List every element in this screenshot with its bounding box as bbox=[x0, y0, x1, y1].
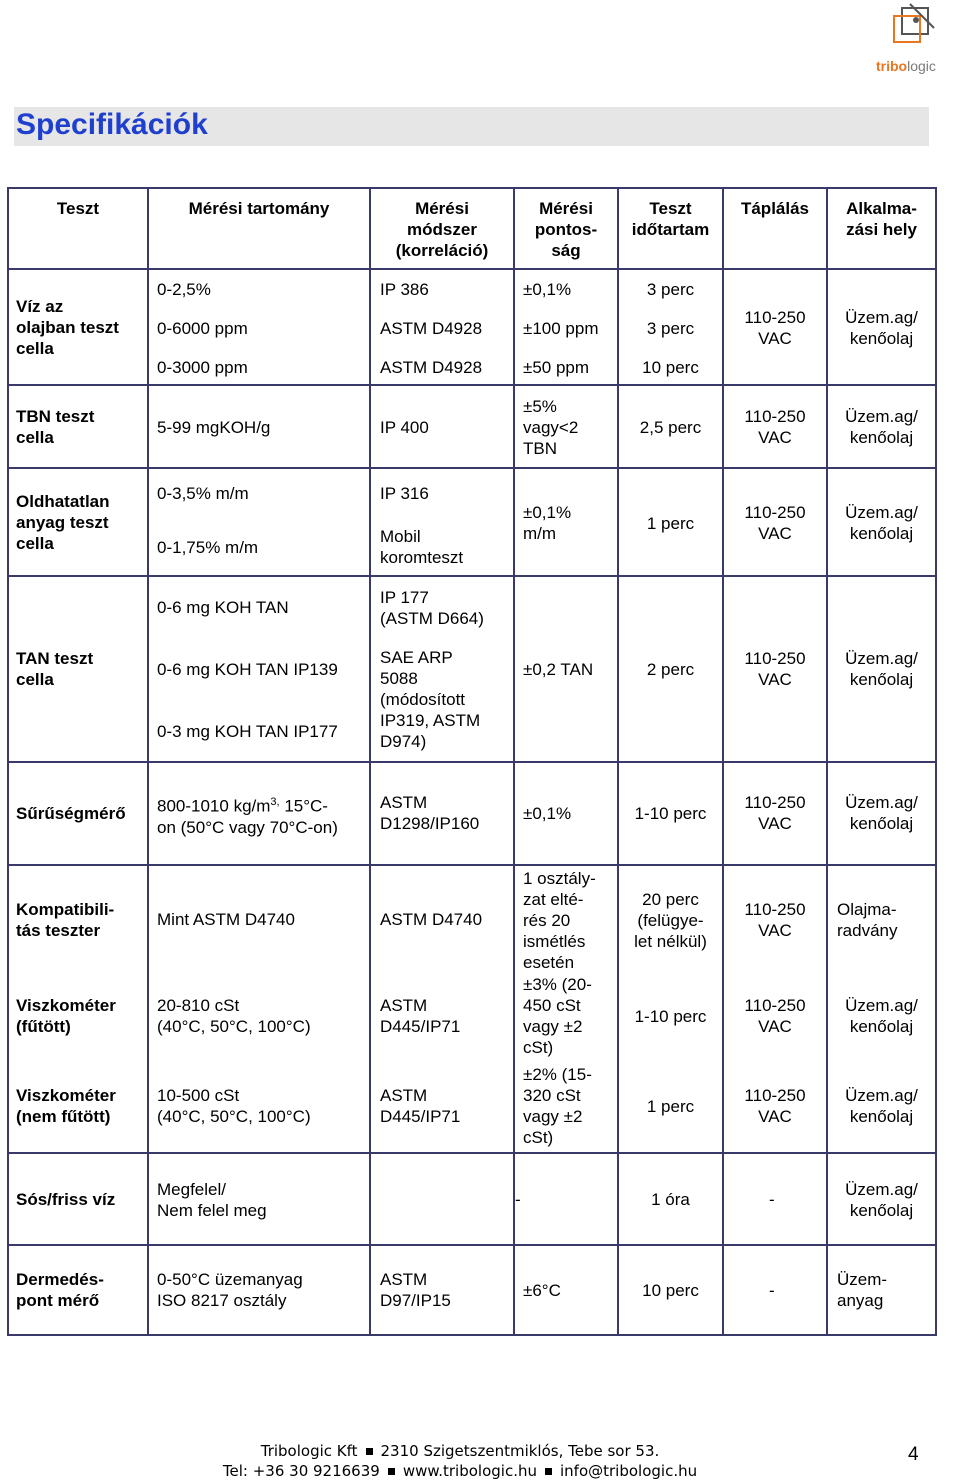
row-visz1-accuracy-line3: vagy ±2 bbox=[523, 1017, 583, 1036]
row-suru-place bbox=[828, 792, 935, 834]
row-tbn-name-line1: TBN teszt bbox=[16, 407, 95, 426]
footer-email: info@tribologic.hu bbox=[560, 1462, 698, 1480]
row-sos-place bbox=[828, 1179, 935, 1221]
row-viz-range-1: 0-2,5% bbox=[157, 280, 211, 299]
row-tan-duration: 2 perc bbox=[646, 660, 695, 679]
row-komp-duration bbox=[619, 889, 722, 952]
row-old-accuracy-line2: m/m bbox=[523, 524, 557, 543]
row-suru-method bbox=[380, 792, 479, 834]
row-tan-name-line1: TAN teszt bbox=[16, 649, 94, 668]
row-tan-range-2: 0-6 mg KOH TAN IP139 bbox=[157, 660, 338, 679]
row-komp-accuracy-line2: zat elté- bbox=[523, 890, 584, 909]
row-komp-accuracy-line1: 1 osztály- bbox=[523, 869, 596, 888]
row-old-name bbox=[16, 491, 110, 554]
row-viz-power-line1: 110-250 bbox=[744, 308, 806, 327]
row-viz-power-line2: VAC bbox=[758, 329, 792, 348]
row-old-name-line3: cella bbox=[16, 534, 54, 553]
row-old-place bbox=[828, 502, 935, 544]
row-old-name-line2: anyag teszt bbox=[16, 513, 109, 532]
row-tbn-power-line2: VAC bbox=[758, 428, 792, 447]
footer-website: www.tribologic.hu bbox=[402, 1462, 537, 1480]
row-visz1-place bbox=[828, 995, 935, 1037]
row-viz-name-line2: olajban teszt bbox=[16, 318, 119, 337]
row-tan-power-line2: VAC bbox=[758, 670, 792, 689]
row-visz2-range-line2: (40°C, 50°C, 100°C) bbox=[157, 1107, 311, 1126]
row-komp-place-line2: radvány bbox=[837, 921, 898, 940]
row-komp-accuracy-line3: rés 20 bbox=[523, 911, 571, 930]
row-visz2-power-line1: 110-250 bbox=[744, 1086, 806, 1105]
row-viz-accuracy-2: ±100 ppm bbox=[523, 319, 599, 338]
row-derm-name-line1: Dermedés- bbox=[16, 1270, 104, 1289]
row-derm-method-line1: ASTM bbox=[380, 1270, 428, 1289]
row-derm-range-line2: ISO 8217 osztály bbox=[157, 1291, 287, 1310]
row-visz1-method bbox=[380, 995, 460, 1037]
row-visz2-duration: 1 perc bbox=[646, 1097, 695, 1116]
row-visz1-place-line2: kenőolaj bbox=[849, 1017, 914, 1036]
row-visz1-accuracy-line1: ±3% (20- bbox=[523, 975, 592, 994]
row-tan-accuracy: ±0,2 TAN bbox=[523, 660, 594, 679]
header-taplalas: Táplálás bbox=[740, 199, 810, 218]
header-pontossag-line3: ság bbox=[551, 241, 581, 260]
row-sos-range-line2: Nem felel meg bbox=[157, 1201, 267, 1220]
footer-line-2 bbox=[0, 1462, 920, 1480]
row-komp-accuracy-line4: ismétlés bbox=[523, 932, 586, 951]
row-viz-method-3: ASTM D4928 bbox=[380, 358, 483, 377]
row-tan-method-1-line2: (ASTM D664) bbox=[380, 609, 484, 628]
row-viz-method-1: IP 386 bbox=[380, 280, 429, 299]
header-idotartam-line2: időtartam bbox=[631, 220, 710, 239]
row-tan-place bbox=[828, 648, 935, 690]
row-visz1-name bbox=[16, 995, 116, 1037]
bullet-square-icon bbox=[545, 1468, 552, 1475]
header-pontossag-line1: Mérési bbox=[539, 199, 593, 218]
header-meresi-modszer-line2: módszer bbox=[407, 220, 477, 239]
row-visz1-range-line1: 20-810 cSt bbox=[157, 996, 240, 1015]
header-meresi-tartomany: Mérési tartomány bbox=[188, 199, 330, 218]
page-title: Specifikációk bbox=[16, 108, 208, 141]
row-visz2-place-line2: kenőolaj bbox=[849, 1107, 914, 1126]
row-old-duration: 1 perc bbox=[646, 514, 695, 533]
row-tbn-power-line1: 110-250 bbox=[744, 407, 806, 426]
row-derm-duration: 10 perc bbox=[642, 1281, 699, 1300]
row-derm-range bbox=[157, 1269, 303, 1311]
row-tan-method-2-line2: 5088 bbox=[380, 669, 418, 688]
row-visz1-accuracy bbox=[523, 974, 592, 1058]
row-suru-range bbox=[157, 792, 338, 838]
row-komp-place bbox=[837, 899, 897, 941]
row-viz-name-line3: cella bbox=[16, 339, 54, 358]
row-tbn-duration: 2,5 perc bbox=[639, 418, 702, 437]
row-visz2-method-line1: ASTM bbox=[380, 1086, 428, 1105]
row-komp-method: ASTM D4740 bbox=[380, 910, 483, 929]
header-meresi-pontossag bbox=[515, 198, 617, 261]
row-derm-place bbox=[837, 1269, 887, 1311]
row-visz1-accuracy-line4: cSt) bbox=[523, 1038, 554, 1057]
row-derm-power: - bbox=[769, 1281, 775, 1300]
row-komp-range: Mint ASTM D4740 bbox=[157, 910, 295, 929]
row-komp-place-line1: Olajma- bbox=[837, 900, 897, 919]
row-derm-name bbox=[16, 1269, 104, 1311]
header-meresi-modszer-line3: (korreláció) bbox=[395, 241, 489, 260]
row-tbn-place bbox=[828, 406, 935, 448]
row-suru-power-line1: 110-250 bbox=[744, 793, 806, 812]
row-visz1-range-line2: (40°C, 50°C, 100°C) bbox=[157, 1017, 311, 1036]
row-tan-place-line1: Üzem.ag/ bbox=[845, 649, 918, 668]
row-viz-place-line1: Üzem.ag/ bbox=[845, 308, 918, 327]
row-tbn-accuracy-line3: TBN bbox=[523, 439, 557, 458]
row-old-power-line2: VAC bbox=[758, 524, 792, 543]
row-sos-place-line1: Üzem.ag/ bbox=[845, 1180, 918, 1199]
row-suru-method-line2: D1298/IP160 bbox=[380, 814, 480, 833]
row-sos-name: Sós/friss víz bbox=[16, 1190, 116, 1209]
row-suru-range-line2: on (50°C vagy 70°C-on) bbox=[157, 817, 338, 837]
row-viz-place bbox=[828, 307, 935, 349]
row-derm-accuracy: ±6°C bbox=[523, 1281, 561, 1300]
row-tan-method-2-line5: D974) bbox=[380, 732, 427, 751]
row-tbn-accuracy-line2: vagy<2 bbox=[523, 418, 579, 437]
row-derm-place-line1: Üzem- bbox=[837, 1270, 888, 1289]
row-tan-power bbox=[724, 648, 826, 690]
row-tan-range-3: 0-3 mg KOH TAN IP177 bbox=[157, 722, 338, 741]
row-tan-method-2-line1: SAE ARP bbox=[380, 648, 453, 667]
row-visz2-range-line1: 10-500 cSt bbox=[157, 1086, 240, 1105]
row-komp-power-line1: 110-250 bbox=[744, 900, 806, 919]
row-visz2-accuracy-line4: cSt) bbox=[523, 1128, 554, 1147]
row-komp-duration-line3: let nélkül) bbox=[634, 932, 707, 951]
row-tan-range-1: 0-6 mg KOH TAN bbox=[157, 598, 289, 617]
row-komp-power-line2: VAC bbox=[758, 921, 792, 940]
row-old-place-line2: kenőolaj bbox=[849, 524, 914, 543]
row-old-method-2-line1: Mobil bbox=[380, 527, 421, 546]
row-old-range-1: 0-3,5% m/m bbox=[157, 484, 249, 503]
row-suru-power bbox=[724, 792, 826, 834]
row-visz1-range bbox=[157, 995, 311, 1037]
row-suru-range-line1 bbox=[157, 792, 338, 817]
row-visz2-place bbox=[828, 1085, 935, 1127]
row-komp-duration-line2: (felügye- bbox=[637, 911, 704, 930]
header-idotartam-line1: Teszt bbox=[649, 199, 692, 218]
row-sos-duration: 1 óra bbox=[651, 1190, 690, 1209]
row-visz2-power bbox=[724, 1085, 826, 1127]
row-viz-range-2: 0-6000 ppm bbox=[157, 319, 248, 338]
row-old-accuracy-line1: ±0,1% bbox=[523, 503, 572, 522]
row-visz1-duration: 1-10 perc bbox=[634, 1007, 707, 1026]
row-visz2-method bbox=[380, 1085, 460, 1127]
row-derm-name-line2: pont mérő bbox=[16, 1291, 100, 1310]
row-derm-range-line1: 0-50°C üzemanyag bbox=[157, 1270, 303, 1289]
row-tbn-accuracy bbox=[523, 396, 578, 459]
row-suru-power-line2: VAC bbox=[758, 814, 792, 833]
row-tan-method-2-line4: IP319, ASTM bbox=[380, 711, 481, 730]
row-suru-range-sup: 3, bbox=[270, 796, 280, 808]
row-sos-power: - bbox=[769, 1190, 775, 1209]
row-sos-range-line1: Megfelel/ bbox=[157, 1180, 226, 1199]
row-suru-range-text: 800-1010 kg/m bbox=[157, 796, 271, 816]
bullet-square-icon bbox=[388, 1468, 395, 1475]
row-visz2-name-line1: Viszkométer bbox=[16, 1086, 116, 1105]
footer-address: 2310 Szigetszentmiklós, Tebe sor 53. bbox=[380, 1442, 660, 1460]
row-visz1-power-line2: VAC bbox=[758, 1017, 792, 1036]
row-komp-power bbox=[724, 899, 826, 941]
row-tan-method-1 bbox=[380, 587, 484, 629]
row-viz-method-2: ASTM D4928 bbox=[380, 319, 483, 338]
row-suru-range-text-b: 15°C- bbox=[279, 796, 328, 816]
row-suru-place-line1: Üzem.ag/ bbox=[845, 793, 918, 812]
row-viz-duration-1: 3 perc bbox=[646, 280, 695, 299]
row-visz1-power-line1: 110-250 bbox=[744, 996, 806, 1015]
row-tan-method-1-line1: IP 177 bbox=[380, 588, 429, 607]
row-suru-method-line1: ASTM bbox=[380, 793, 428, 812]
row-komp-name-line1: Kompatibili- bbox=[16, 900, 115, 919]
logo-part2: logic bbox=[907, 58, 936, 74]
row-tbn-name bbox=[16, 406, 94, 448]
header-pontossag-line2: pontos- bbox=[534, 220, 598, 239]
row-viz-accuracy-3: ±50 ppm bbox=[523, 358, 590, 377]
row-viz-name-line1: Víz az bbox=[16, 297, 64, 316]
row-tbn-range: 5-99 mgKOH/g bbox=[157, 418, 271, 437]
row-tan-name bbox=[16, 648, 93, 690]
row-suru-place-line2: kenőolaj bbox=[849, 814, 914, 833]
row-old-power-line1: 110-250 bbox=[744, 503, 806, 522]
row-old-range-2: 0-1,75% m/m bbox=[157, 538, 259, 557]
row-komp-name bbox=[16, 899, 114, 941]
header-teszt-idotartam bbox=[619, 198, 722, 240]
row-visz1-accuracy-line2: 450 cSt bbox=[523, 996, 581, 1015]
row-old-power bbox=[724, 502, 826, 544]
row-visz2-accuracy-line3: vagy ±2 bbox=[523, 1107, 583, 1126]
row-viz-range-3: 0-3000 ppm bbox=[157, 358, 248, 377]
header-meresi-modszer bbox=[371, 198, 513, 261]
page-number: 4 bbox=[908, 1444, 919, 1465]
row-suru-name: Sűrűségmérő bbox=[16, 804, 126, 823]
logo-part1: tribo bbox=[876, 58, 908, 74]
row-tan-place-line2: kenőolaj bbox=[849, 670, 914, 689]
row-tbn-place-line2: kenőolaj bbox=[849, 428, 914, 447]
header-alkalmazasi-line1: Alkalma- bbox=[846, 199, 917, 218]
row-tbn-name-line2: cella bbox=[16, 428, 54, 447]
row-suru-duration: 1-10 perc bbox=[634, 804, 707, 823]
row-visz1-name-line2: (fűtött) bbox=[16, 1017, 71, 1036]
row-visz2-name-line2: (nem fűtött) bbox=[16, 1107, 111, 1126]
row-visz2-accuracy bbox=[523, 1064, 592, 1148]
row-old-method-2-line2: koromteszt bbox=[380, 548, 464, 567]
row-visz2-name bbox=[16, 1085, 116, 1127]
row-suru-accuracy: ±0,1% bbox=[523, 804, 572, 823]
row-old-name-line1: Oldhatatlan bbox=[16, 492, 110, 511]
row-tan-method-2-line3: (módosított bbox=[380, 690, 466, 709]
row-old-place-line1: Üzem.ag/ bbox=[845, 503, 918, 522]
row-old-method-2 bbox=[380, 526, 463, 568]
header-alkalmazasi-line2: zási hely bbox=[846, 220, 917, 239]
row-viz-power bbox=[724, 307, 826, 349]
footer-phone: Tel: +36 30 9216639 bbox=[222, 1462, 380, 1480]
row-viz-duration-3: 10 perc bbox=[642, 358, 699, 377]
row-derm-place-line2: anyag bbox=[837, 1291, 884, 1310]
row-tan-name-line2: cella bbox=[16, 670, 54, 689]
row-komp-accuracy bbox=[523, 868, 596, 973]
row-viz-name bbox=[16, 296, 119, 359]
row-visz1-method-line1: ASTM bbox=[380, 996, 428, 1015]
row-komp-name-line2: tás teszter bbox=[16, 921, 101, 940]
row-visz1-method-line2: D445/IP71 bbox=[380, 1017, 461, 1036]
row-tan-power-line1: 110-250 bbox=[744, 649, 806, 668]
row-derm-method-line2: D97/IP15 bbox=[380, 1291, 451, 1310]
row-viz-accuracy-1: ±0,1% bbox=[523, 280, 572, 299]
row-visz2-place-line1: Üzem.ag/ bbox=[845, 1086, 918, 1105]
row-sos-accuracy: - bbox=[515, 1190, 521, 1209]
row-sos-place-line2: kenőolaj bbox=[849, 1201, 914, 1220]
row-tbn-accuracy-line1: ±5% bbox=[523, 397, 557, 416]
row-visz2-power-line2: VAC bbox=[758, 1107, 792, 1126]
row-tbn-place-line1: Üzem.ag/ bbox=[845, 407, 918, 426]
logo-wordmark bbox=[876, 58, 936, 74]
row-old-accuracy bbox=[523, 502, 571, 544]
row-komp-duration-line1: 20 perc bbox=[642, 890, 699, 909]
footer-company: Tribologic Kft bbox=[260, 1442, 358, 1460]
row-tan-method-2 bbox=[380, 647, 480, 752]
row-sos-range bbox=[157, 1179, 267, 1221]
header-meresi-modszer-line1: Mérési bbox=[415, 199, 469, 218]
row-visz2-range bbox=[157, 1085, 311, 1127]
row-komp-accuracy-line5: esetén bbox=[523, 953, 575, 972]
row-derm-method bbox=[380, 1269, 451, 1311]
row-old-method-1: IP 316 bbox=[380, 484, 429, 503]
row-visz1-place-line1: Üzem.ag/ bbox=[845, 996, 918, 1015]
footer-line-1 bbox=[0, 1442, 920, 1460]
row-visz2-method-line2: D445/IP71 bbox=[380, 1107, 461, 1126]
row-visz1-name-line1: Viszkométer bbox=[16, 996, 116, 1015]
row-viz-place-line2: kenőolaj bbox=[849, 329, 914, 348]
row-viz-duration-2: 3 perc bbox=[646, 319, 695, 338]
bullet-square-icon bbox=[366, 1448, 373, 1455]
header-alkalmazasi-hely bbox=[828, 198, 935, 240]
row-visz2-accuracy-line1: ±2% (15- bbox=[523, 1065, 592, 1084]
row-visz2-accuracy-line2: 320 cSt bbox=[523, 1086, 581, 1105]
row-visz1-power bbox=[724, 995, 826, 1037]
header-teszt: Teszt bbox=[56, 199, 100, 218]
row-tbn-power bbox=[724, 406, 826, 448]
row-tbn-method: IP 400 bbox=[380, 418, 429, 437]
